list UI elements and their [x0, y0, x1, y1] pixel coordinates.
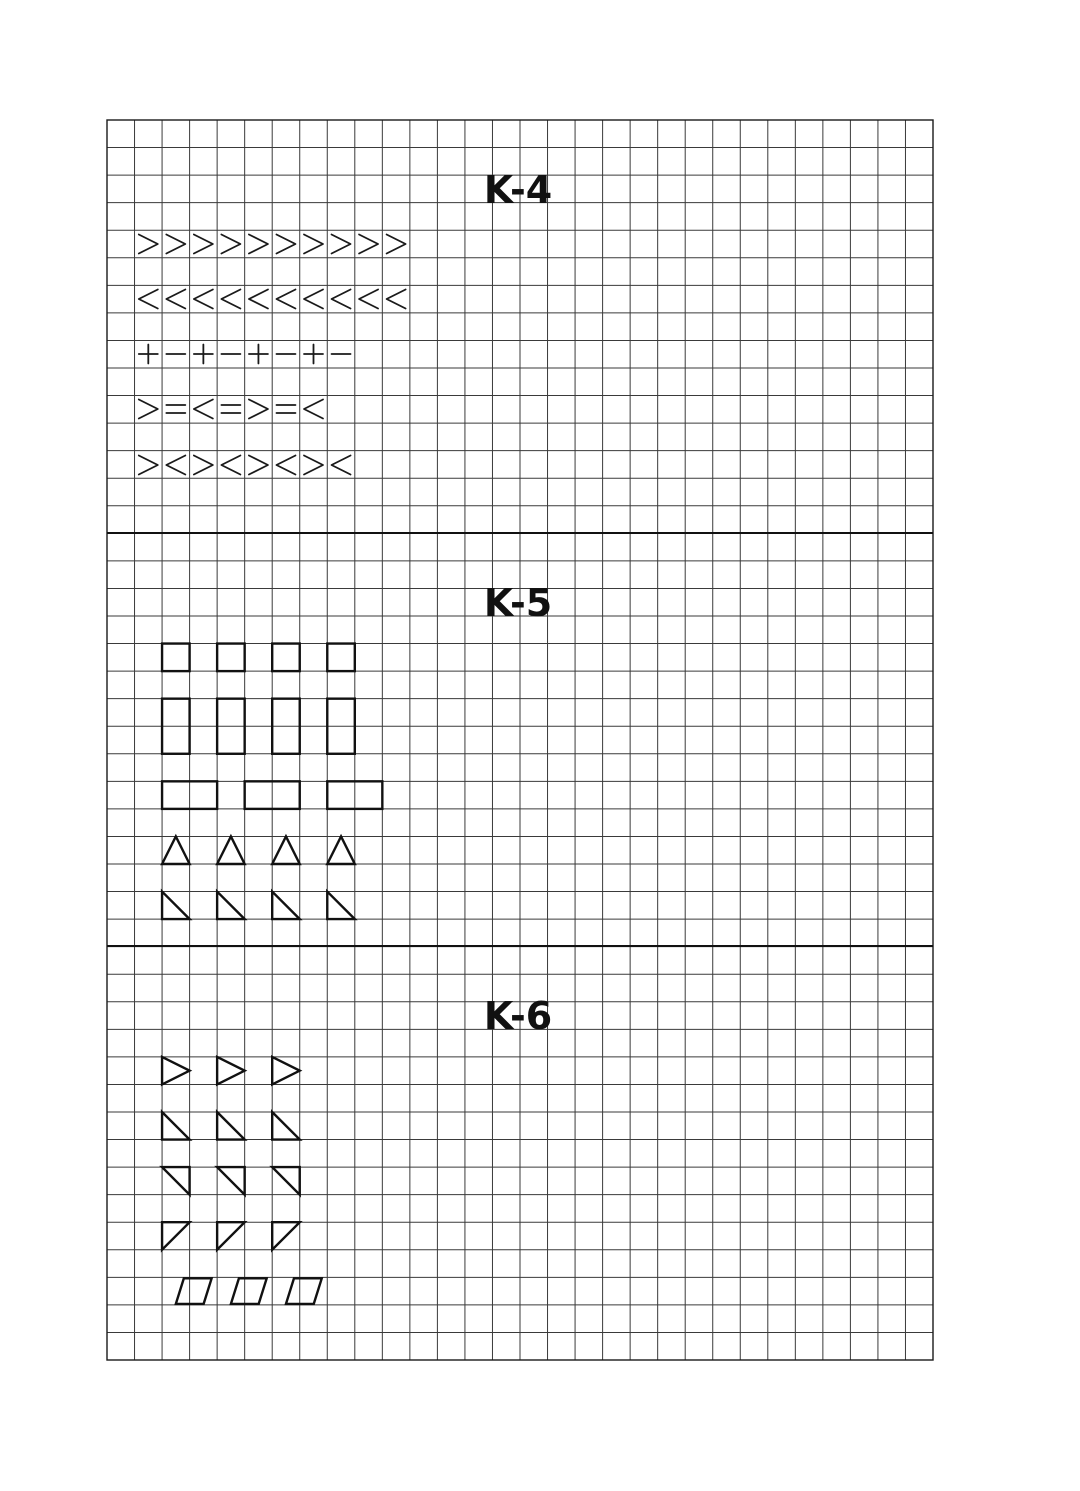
square-shape	[217, 644, 245, 672]
shape-rows	[162, 1057, 322, 1304]
parallelogram-shape	[176, 1278, 212, 1304]
section-k4	[139, 168, 552, 475]
triangle-shape	[327, 836, 355, 864]
parallelogram-shape	[286, 1278, 322, 1304]
less-than-mark	[221, 290, 240, 309]
greater-than-mark	[249, 235, 268, 254]
greater-than-mark	[139, 400, 158, 419]
greater-than-mark	[139, 456, 158, 475]
right-triangle-shape	[272, 1167, 300, 1195]
right-triangle-shape	[162, 1167, 190, 1195]
greater-than-mark	[249, 400, 268, 419]
right-triangle-shape	[217, 1222, 245, 1250]
less-than-mark	[194, 400, 213, 419]
shape-row	[162, 1057, 300, 1085]
triangle-shape	[162, 836, 190, 864]
right-triangle-shape	[272, 1222, 300, 1250]
section-title: K-5	[483, 581, 553, 625]
graph-paper-grid	[107, 120, 933, 1360]
shape-row	[162, 836, 355, 864]
less-than-mark	[332, 456, 351, 475]
greater-than-mark	[276, 235, 295, 254]
greater-than-mark	[194, 456, 213, 475]
right-triangle-shape	[272, 1112, 300, 1140]
shape-row	[162, 1222, 300, 1250]
right-triangle-shape	[217, 892, 245, 920]
shape-row	[162, 1167, 300, 1195]
less-than-mark	[304, 400, 323, 419]
symbol-row	[139, 400, 323, 419]
greater-than-mark	[194, 235, 213, 254]
greater-than-mark	[359, 235, 378, 254]
greater-than-mark	[387, 235, 406, 254]
section-title: K-4	[483, 168, 553, 212]
square-shape	[327, 644, 355, 672]
triangle-shape	[217, 836, 245, 864]
plus-mark	[304, 345, 323, 364]
right-pointing-triangle-shape	[217, 1057, 245, 1085]
less-than-mark	[194, 290, 213, 309]
less-than-mark	[332, 290, 351, 309]
greater-than-mark	[332, 235, 351, 254]
shape-row	[162, 1112, 300, 1140]
section-k5	[162, 581, 552, 919]
less-than-mark	[276, 456, 295, 475]
less-than-mark	[276, 290, 295, 309]
greater-than-mark	[166, 235, 185, 254]
equals-mark	[166, 405, 185, 413]
greater-than-mark	[249, 456, 268, 475]
less-than-mark	[139, 290, 158, 309]
triangle-shape	[272, 836, 300, 864]
right-pointing-triangle-shape	[272, 1057, 300, 1085]
right-triangle-shape	[162, 1222, 190, 1250]
square-shape	[162, 644, 190, 672]
equals-mark	[276, 405, 295, 413]
parallelogram-shape	[231, 1278, 267, 1304]
right-triangle-shape	[217, 1112, 245, 1140]
greater-than-mark	[139, 235, 158, 254]
right-triangle-shape	[272, 892, 300, 920]
greater-than-mark	[221, 235, 240, 254]
less-than-mark	[166, 456, 185, 475]
square-shape	[272, 644, 300, 672]
right-triangle-shape	[327, 892, 355, 920]
less-than-mark	[304, 290, 323, 309]
less-than-mark	[249, 290, 268, 309]
shape-row	[162, 892, 355, 920]
right-triangle-shape	[162, 892, 190, 920]
less-than-mark	[387, 290, 406, 309]
plus-mark	[249, 345, 268, 364]
plus-mark	[139, 345, 158, 364]
greater-than-mark	[304, 456, 323, 475]
greater-than-mark	[304, 235, 323, 254]
section-title: K-6	[483, 994, 553, 1038]
equals-mark	[221, 405, 240, 413]
shape-row	[162, 644, 355, 672]
right-triangle-shape	[162, 1112, 190, 1140]
right-pointing-triangle-shape	[162, 1057, 190, 1085]
plus-mark	[194, 345, 213, 364]
less-than-mark	[221, 456, 240, 475]
less-than-mark	[166, 290, 185, 309]
less-than-mark	[359, 290, 378, 309]
right-triangle-shape	[217, 1167, 245, 1195]
section-k6	[162, 994, 552, 1304]
